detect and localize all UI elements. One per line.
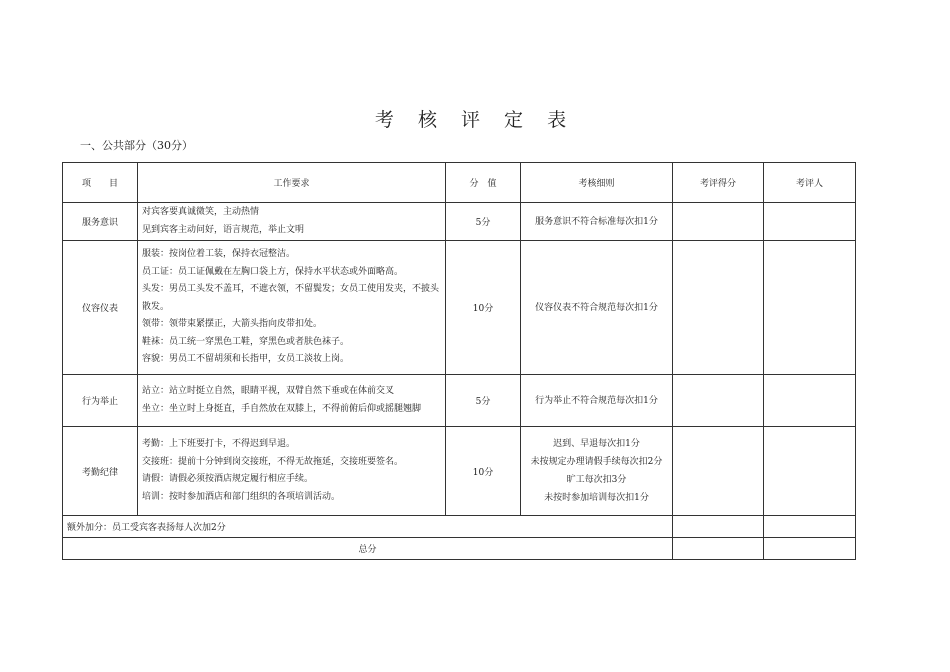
- extra-points-cell: 额外加分：员工受宾客表扬每人次加2分: [63, 516, 673, 538]
- table-row-service: [63, 203, 856, 241]
- table-row-total: [63, 538, 856, 560]
- page-title: 考 核 评 定 表: [374, 109, 576, 131]
- header-rater: 考评人: [764, 163, 856, 203]
- rating-cell[interactable]: [673, 203, 764, 241]
- requirement-cell: [138, 427, 446, 516]
- requirement-line: 请假：请假必须按酒店规定履行相应手续。: [142, 474, 314, 484]
- item-cell: 仪容仪表: [63, 241, 138, 375]
- table-row-appearance: [63, 241, 856, 375]
- criteria-line: 服务意识不符合标准每次扣1分: [535, 216, 658, 227]
- score-cell: 10分: [446, 427, 521, 516]
- rater-cell[interactable]: [764, 538, 856, 560]
- criteria-line: 旷工每次扣3分: [566, 475, 627, 485]
- assessment-table: [62, 162, 856, 560]
- requirement-line: 见到宾客主动问好，语言规范，举止文明: [142, 224, 305, 235]
- total-cell: 总分: [63, 538, 673, 560]
- requirement-cell: [138, 203, 446, 241]
- section-heading: 一、公共部分（30分）: [80, 139, 193, 152]
- requirement-cell: [138, 241, 446, 375]
- header-row: [63, 163, 856, 203]
- header-requirement: 工作要求: [138, 163, 446, 203]
- rating-cell[interactable]: [673, 375, 764, 427]
- score-cell: 5分: [446, 375, 521, 427]
- requirement-line: 坐立：坐立时上身挺直，手自然放在双膝上，不得前俯后仰或摇腿翘脚: [142, 403, 422, 414]
- requirement-line: 领带：领带束紧摆正，大箭头指向皮带扣处。: [142, 319, 323, 330]
- requirement-line: 交接班：提前十分钟到岗交接班，不得无故拖延，交接班要签名。: [142, 456, 404, 467]
- table-row-extra: [63, 516, 856, 538]
- rater-cell[interactable]: [764, 375, 856, 427]
- criteria-cell: [521, 203, 673, 241]
- header-criteria: 考核细则: [521, 163, 673, 203]
- rating-cell[interactable]: [673, 241, 764, 375]
- criteria-cell: [521, 241, 673, 375]
- requirement-line: 服装：按岗位着工装，保持衣冠整洁。: [142, 249, 296, 260]
- header-rating: 考评得分: [673, 163, 764, 203]
- rater-cell[interactable]: [764, 516, 856, 538]
- requirement-line: 头发：男员工头发不盖耳，不遮衣领，不留鬓发；女员工使用发夹，不披头散发。: [142, 284, 440, 312]
- criteria-cell: [521, 427, 673, 516]
- criteria-cell: [521, 375, 673, 427]
- table-row-attendance: [63, 427, 856, 516]
- header-score: 分 值: [446, 163, 521, 203]
- rating-cell[interactable]: [673, 516, 764, 538]
- criteria-line: 未按时参加培训每次扣1分: [544, 493, 649, 503]
- criteria-line: 仪容仪表不符合规范每次扣1分: [535, 302, 658, 313]
- rater-cell[interactable]: [764, 241, 856, 375]
- requirement-line: 对宾客要真诚微笑，主动热情: [142, 207, 260, 217]
- rater-cell[interactable]: [764, 203, 856, 241]
- requirement-line: 容貌：男员工不留胡须和长指甲，女员工淡妆上岗。: [142, 354, 350, 365]
- item-cell: 行为举止: [63, 375, 138, 427]
- requirement-line: 站立：站立时挺立自然，眼睛平视，双臂自然下垂或在体前交叉: [142, 386, 395, 396]
- requirement-line: 鞋袜：员工统一穿黑色工鞋，穿黑色或者肤色袜子。: [142, 336, 350, 347]
- criteria-line: 行为举止不符合规范每次扣1分: [535, 395, 658, 406]
- score-cell: 5分: [446, 203, 521, 241]
- rating-cell[interactable]: [673, 538, 764, 560]
- requirement-cell: [138, 375, 446, 427]
- score-cell: 10分: [446, 241, 521, 375]
- criteria-line: 未按规定办理请假手续每次扣2分: [530, 457, 663, 467]
- criteria-line: 迟到、早退每次扣1分: [553, 439, 640, 449]
- rating-cell[interactable]: [673, 427, 764, 516]
- table-row-behavior: [63, 375, 856, 427]
- requirement-line: 员工证：员工证佩戴在左胸口袋上方，保持水平状态或外面略高。: [142, 266, 404, 277]
- header-item: 项 目: [63, 163, 138, 203]
- requirement-line: 培训：按时参加酒店和部门组织的各项培训活动。: [142, 491, 341, 502]
- rater-cell[interactable]: [764, 427, 856, 516]
- requirement-line: 考勤：上下班要打卡，不得迟到早退。: [142, 439, 296, 449]
- item-cell: 服务意识: [63, 203, 138, 241]
- item-cell: 考勤纪律: [63, 427, 138, 516]
